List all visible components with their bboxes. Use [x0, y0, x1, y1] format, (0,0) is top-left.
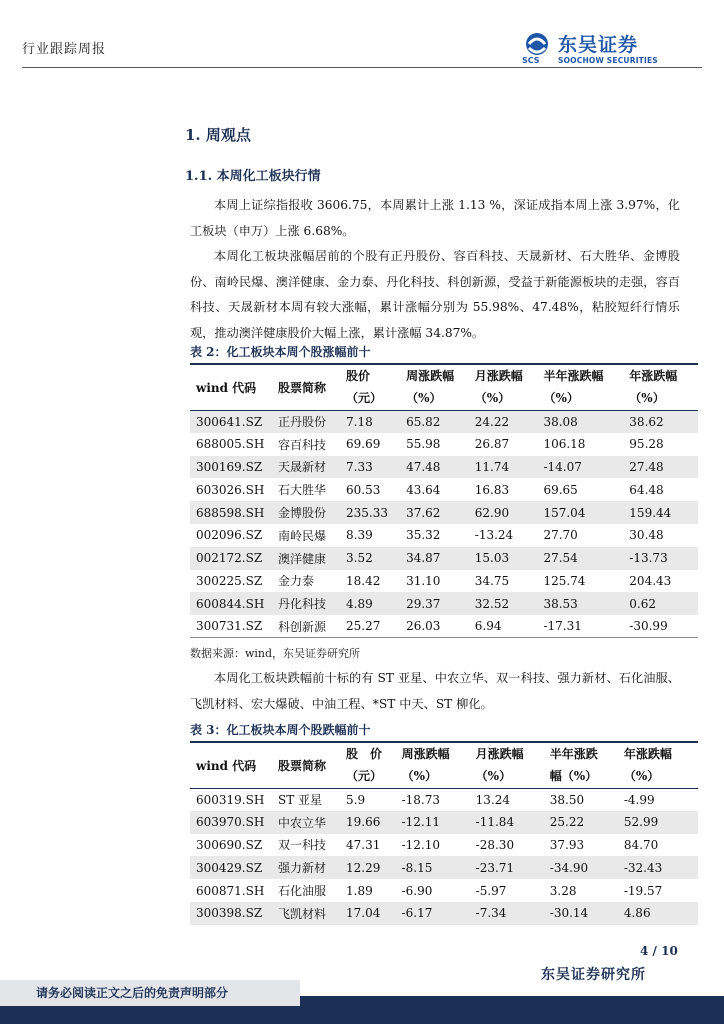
- table-cell: 4.89: [346, 596, 373, 611]
- table-row: [190, 524, 698, 547]
- table-cell: -32.43: [623, 860, 663, 875]
- table-cell: -30.99: [629, 619, 668, 634]
- table-cell: 25.22: [549, 815, 585, 830]
- table-cell: 600871.SH: [196, 883, 265, 898]
- col-header-name: 股票简称: [278, 364, 346, 410]
- table-cell: 002172.SZ: [196, 551, 263, 566]
- table-cell: 3.52: [346, 551, 373, 566]
- col-header-month: 月涨跌幅 （%）: [475, 364, 544, 410]
- table-cell: 69.65: [543, 482, 578, 497]
- table-cell: -8.15: [401, 860, 433, 875]
- table-cell: 300429.SZ: [196, 860, 263, 875]
- table-cell: -19.57: [623, 883, 663, 898]
- table-cell: -11.84: [475, 815, 515, 830]
- table-cell: 15.03: [474, 551, 510, 566]
- table-cell: 0.62: [629, 596, 657, 611]
- table-cell: 600844.SH: [196, 596, 265, 611]
- table-cell: 204.43: [629, 573, 672, 588]
- table-cell: 52.99: [623, 815, 659, 830]
- table-cell: 27.70: [543, 528, 578, 543]
- table-row: [190, 788, 698, 811]
- table-row: [190, 570, 698, 593]
- table-cell: 容百科技: [278, 437, 327, 452]
- table-cell: 106.18: [543, 437, 586, 452]
- subsection-heading: 1.1. 本周化工板块行情: [185, 169, 321, 184]
- top-losers-table: [190, 741, 698, 925]
- table-cell: 24.22: [474, 414, 510, 429]
- table-row: [190, 902, 698, 925]
- table-cell: 55.98: [406, 437, 441, 452]
- table-cell: 27.54: [543, 551, 578, 566]
- table-cell: 69.69: [346, 437, 381, 452]
- table-cell: 8.39: [346, 528, 373, 543]
- table-cell: 002096.SZ: [196, 528, 263, 543]
- section-heading: 1. 周观点: [185, 126, 251, 144]
- table-cell: -17.31: [543, 619, 582, 634]
- table-cell: 38.50: [549, 792, 585, 807]
- table-cell: 12.29: [346, 860, 381, 875]
- table-cell: -30.14: [549, 906, 589, 921]
- table-cell: 26.87: [474, 437, 510, 452]
- table-cell: 159.44: [629, 505, 672, 520]
- table-cell: 34.75: [474, 573, 510, 588]
- table-cell: 37.93: [549, 837, 585, 852]
- table-cell: 300169.SZ: [196, 459, 263, 474]
- table-cell: 19.66: [346, 815, 381, 830]
- col-header-month: 月涨跌幅 （%）: [476, 742, 550, 788]
- table-cell: 64.48: [629, 482, 664, 497]
- table-cell: 38.08: [543, 414, 578, 429]
- table-row: [190, 433, 698, 456]
- table-row: [190, 834, 698, 857]
- table2-source: 数据来源：wind，东吴证券研究所: [190, 647, 361, 660]
- table-cell: 澳洋健康: [278, 551, 327, 566]
- table-cell: 32.52: [474, 596, 510, 611]
- col-header-code: wind 代码: [190, 364, 278, 410]
- table-cell: 南岭民爆: [278, 528, 327, 543]
- table-row: [190, 879, 698, 902]
- paragraph-losers: 本周化工板块跌幅前十标的有 ST 亚星、中农立华、双一科技、强力新材、石化油服、飞凯材料、宏大爆破、中油工程、*ST 中天、ST 柳化。: [190, 671, 680, 711]
- table-cell: ST 亚星: [278, 793, 323, 808]
- col-header-year: 年涨跌幅 （%）: [629, 364, 698, 410]
- header-divider: [22, 67, 702, 68]
- table-row: [190, 615, 698, 638]
- table-cell: 中农立华: [278, 815, 327, 830]
- table-row: [190, 547, 698, 570]
- table-cell: 300690.SZ: [196, 837, 263, 852]
- table-cell: 84.70: [623, 837, 659, 852]
- table-cell: -12.10: [401, 837, 440, 852]
- table-cell: 7.33: [346, 459, 373, 474]
- table-cell: 34.87: [406, 551, 441, 566]
- table-cell: 603026.SH: [196, 482, 265, 497]
- table-cell: 300398.SZ: [196, 906, 263, 921]
- table-cell: 11.74: [474, 459, 510, 474]
- table-cell: -13.24: [474, 528, 514, 543]
- table-cell: 科创新源: [278, 619, 327, 634]
- table-cell: 47.48: [406, 459, 441, 474]
- table-cell: -5.97: [475, 883, 507, 898]
- table-cell: 38.62: [629, 414, 664, 429]
- col-header-halfyear: 半年涨跌 幅（%）: [550, 742, 624, 788]
- table-cell: 47.31: [346, 837, 381, 852]
- table-cell: 37.62: [406, 505, 441, 520]
- table-cell: 95.28: [629, 437, 664, 452]
- table-cell: -28.30: [475, 837, 515, 852]
- table-cell: -34.90: [549, 860, 589, 875]
- table-row: [190, 478, 698, 501]
- paragraph-gainers: 本周化工板块涨幅居前的个股有正丹股份、容百科技、天晟新材、石大胜华、金博股份、南岭民爆、澳洋健康、金力泰、丹化科技、科创新源，受益于新能源板块的走强，容百科技、天晟新材本周有较大涨幅，累计涨幅分别为 55.98%、47.48%，粘胶短纤行情乐观，推动澳洋健康股价大幅上涨，累计涨幅 34.87%。: [190, 249, 680, 340]
- table-cell: 5.9: [346, 792, 366, 807]
- table-row: [190, 501, 698, 524]
- table-cell: 飞凯材料: [278, 906, 327, 921]
- table-cell: 688598.SH: [196, 505, 265, 520]
- table-cell: 1.89: [346, 883, 373, 898]
- col-header-code: wind 代码: [190, 742, 278, 788]
- table-row: [190, 456, 698, 479]
- table-row: [190, 856, 698, 879]
- table-header-row: [190, 364, 698, 410]
- table-cell: 30.48: [629, 528, 664, 543]
- table-cell: 石大胜华: [278, 483, 327, 498]
- col-header-halfyear: 半年涨跌幅 （%）: [543, 364, 629, 410]
- table-cell: 31.10: [406, 573, 441, 588]
- table-cell: 65.82: [406, 414, 441, 429]
- table-cell: 38.53: [543, 596, 578, 611]
- brand-logo: [520, 30, 670, 70]
- page-number: 4 / 10: [640, 944, 678, 958]
- col-header-year: 年涨跌幅 （%）: [624, 742, 698, 788]
- table-cell: 6.94: [474, 619, 502, 634]
- table-cell: 27.48: [629, 459, 664, 474]
- table-cell: 688005.SH: [196, 437, 265, 452]
- table-row: [190, 410, 698, 433]
- table-cell: 300731.SZ: [196, 619, 263, 634]
- brand-name-en: SOOCHOW SECURITIES: [558, 56, 658, 65]
- col-header-week: 周涨跌幅 （%）: [406, 364, 475, 410]
- table-cell: 62.90: [474, 505, 510, 520]
- table-cell: 26.03: [406, 619, 441, 634]
- table-cell: 25.27: [346, 619, 381, 634]
- table-cell: 300225.SZ: [196, 573, 263, 588]
- table-cell: -23.71: [475, 860, 515, 875]
- table-cell: -6.90: [401, 883, 433, 898]
- table-cell: 17.04: [346, 906, 381, 921]
- table-cell: 43.64: [406, 482, 441, 497]
- table-row: [190, 592, 698, 615]
- col-header-price: 股价 （元）: [346, 364, 406, 410]
- paragraph-index-summary: 本周上证综指报收 3606.75，本周累计上涨 1.13 %，深证成指本周上涨 3.97%，化工板块（申万）上涨 6.68%。: [190, 198, 680, 238]
- top-gainers-table: [190, 363, 698, 638]
- table-cell: 603970.SH: [196, 815, 265, 830]
- table-cell: -7.34: [475, 906, 507, 921]
- table-row: [190, 811, 698, 834]
- table-cell: 正丹股份: [278, 415, 327, 430]
- table3-caption: 表 3：化工板块本周个股跌幅前十: [190, 723, 371, 737]
- table-cell: 4.86: [623, 906, 651, 921]
- table-cell: 3.28: [549, 883, 577, 898]
- table-cell: -6.17: [401, 906, 433, 921]
- report-type: 行业跟踪周报: [22, 42, 107, 57]
- table-cell: 35.32: [406, 528, 441, 543]
- table-cell: -4.99: [623, 792, 655, 807]
- table-cell: 300641.SZ: [196, 414, 263, 429]
- brand-name-cn: 东吴证券: [558, 34, 639, 56]
- footer-org: 东吴证券研究所: [541, 967, 646, 983]
- table-cell: 13.24: [475, 792, 511, 807]
- table-cell: 金力泰: [278, 574, 315, 589]
- table-cell: 金博股份: [278, 506, 327, 521]
- table-cell: 双一科技: [278, 838, 327, 853]
- svg-text:SCS: SCS: [522, 56, 540, 64]
- table-cell: -12.11: [401, 815, 440, 830]
- col-header-name: 股票简称: [278, 742, 346, 788]
- table-cell: 天晟新材: [278, 460, 327, 475]
- table-cell: 600319.SH: [196, 792, 265, 807]
- table-cell: 7.18: [346, 414, 373, 429]
- table2-caption: 表 2：化工板块本周个股涨幅前十: [190, 345, 371, 359]
- table-cell: 16.83: [474, 482, 510, 497]
- table-cell: -18.73: [401, 792, 440, 807]
- table-cell: 强力新材: [278, 861, 327, 876]
- brand-logo-icon: [520, 30, 554, 64]
- table-cell: -14.07: [543, 459, 582, 474]
- table-cell: 18.42: [346, 573, 381, 588]
- table-cell: 29.37: [406, 596, 441, 611]
- table-cell: 235.33: [346, 505, 388, 520]
- table-cell: 125.74: [543, 573, 586, 588]
- disclaimer-notice[interactable]: 请务必阅读正文之后的免责声明部分: [0, 980, 300, 1006]
- col-header-week: 周涨跌幅 （%）: [402, 742, 476, 788]
- table-cell: 石化油服: [278, 884, 327, 899]
- table-cell: 60.53: [346, 482, 381, 497]
- table-header-row: [190, 742, 698, 788]
- table-cell: -13.73: [629, 551, 668, 566]
- col-header-price: 股 价 （元）: [346, 742, 402, 788]
- table-cell: 157.04: [543, 505, 586, 520]
- table-cell: 丹化科技: [278, 597, 327, 612]
